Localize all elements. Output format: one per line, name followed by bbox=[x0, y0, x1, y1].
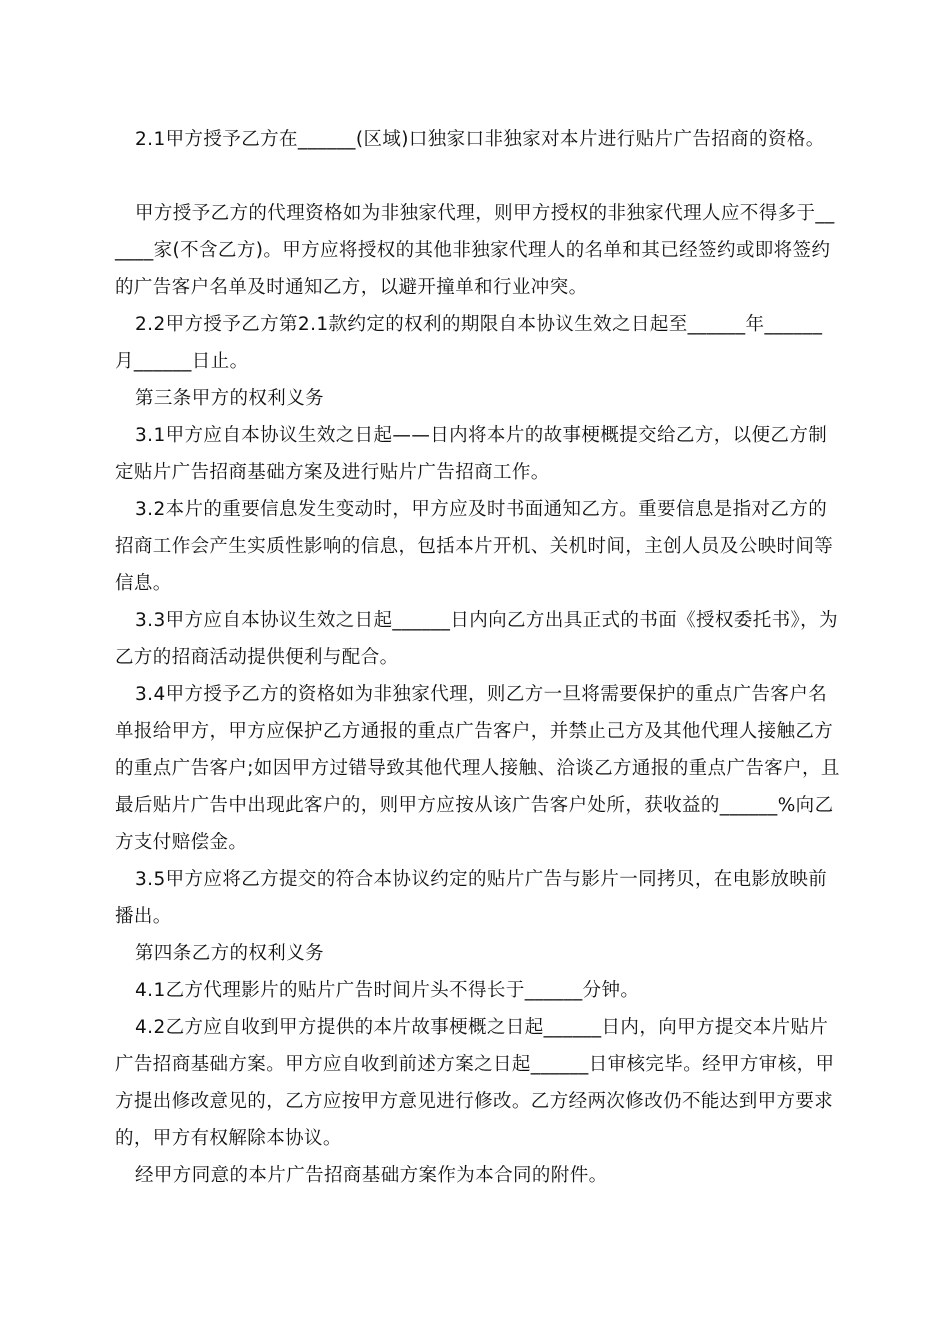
paragraph-4-2: 4.2乙方应自收到甲方提供的本片故事梗概之日起______日内，向甲方提交本片贴片广告招商基础方案。甲方应自收到前述方案之日起______日审核完毕。经甲方审核，甲方提出修改意见的，乙方应按甲方意见进行修改。乙方经两次修改仍不能达到甲方要求的，甲方有权解除本协议。 bbox=[115, 1017, 835, 1149]
paragraph-2-1: 2.1甲方授予乙方在______(区域)口独家口非独家对本片进行贴片广告招商的资格。 bbox=[135, 129, 825, 150]
paragraph-3-4: 3.4甲方授予乙方的资格如为非独家代理，则乙方一旦将需要保护的重点广告客户名单报给甲方，甲方应保护乙方通报的重点广告客户，并禁止己方及其他代理人接触乙方的重点广告客户;如因甲方过错导致其他代理人接触、洽谈乙方通报的重点广告客户，且最后贴片广告中出现此客户的，则甲方应按从该广告客户处所，获收益的______%向乙方支付赔偿金。 bbox=[115, 684, 840, 853]
paragraph-4-1: 4.1乙方代理影片的贴片广告时间片头不得长于______分钟。 bbox=[135, 980, 640, 1001]
paragraph-3-3: 3.3甲方应自本协议生效之日起______日内向乙方出具正式的书面《授权委托书》，为乙方的招商活动提供便利与配合。 bbox=[115, 610, 838, 668]
section-heading-3: 第三条甲方的权利义务 bbox=[135, 388, 325, 409]
paragraph-2-2: 2.2甲方授予乙方第2.1款约定的权利的期限自本协议生效之日起至______年______月______日止。 bbox=[115, 314, 823, 372]
paragraph-non-exclusive: 甲方授予乙方的代理资格如为非独家代理，则甲方授权的非独家代理人应不得多于______家(不含乙方)。甲方应将授权的其他非独家代理人的名单和其已经签约或即将签约的广告客户名单及时通知乙方，以避开撞单和行业冲突。 bbox=[115, 203, 835, 298]
paragraph-3-2: 3.2本片的重要信息发生变动时，甲方应及时书面通知乙方。重要信息是指对乙方的招商工作会产生实质性影响的信息，包括本片开机、关机时间，主创人员及公映时间等信息。 bbox=[115, 499, 834, 594]
paragraph-3-5: 3.5甲方应将乙方提交的符合本协议约定的贴片广告与影片一同拷贝，在电影放映前播出。 bbox=[115, 869, 828, 927]
paragraph-appendix: 经甲方同意的本片广告招商基础方案作为本合同的附件。 bbox=[135, 1165, 608, 1186]
paragraph-3-1: 3.1甲方应自本协议生效之日起——日内将本片的故事梗概提交给乙方，以便乙方制定贴片广告招商基础方案及进行贴片广告招商工作。 bbox=[115, 425, 828, 483]
section-heading-4: 第四条乙方的权利义务 bbox=[135, 943, 325, 964]
